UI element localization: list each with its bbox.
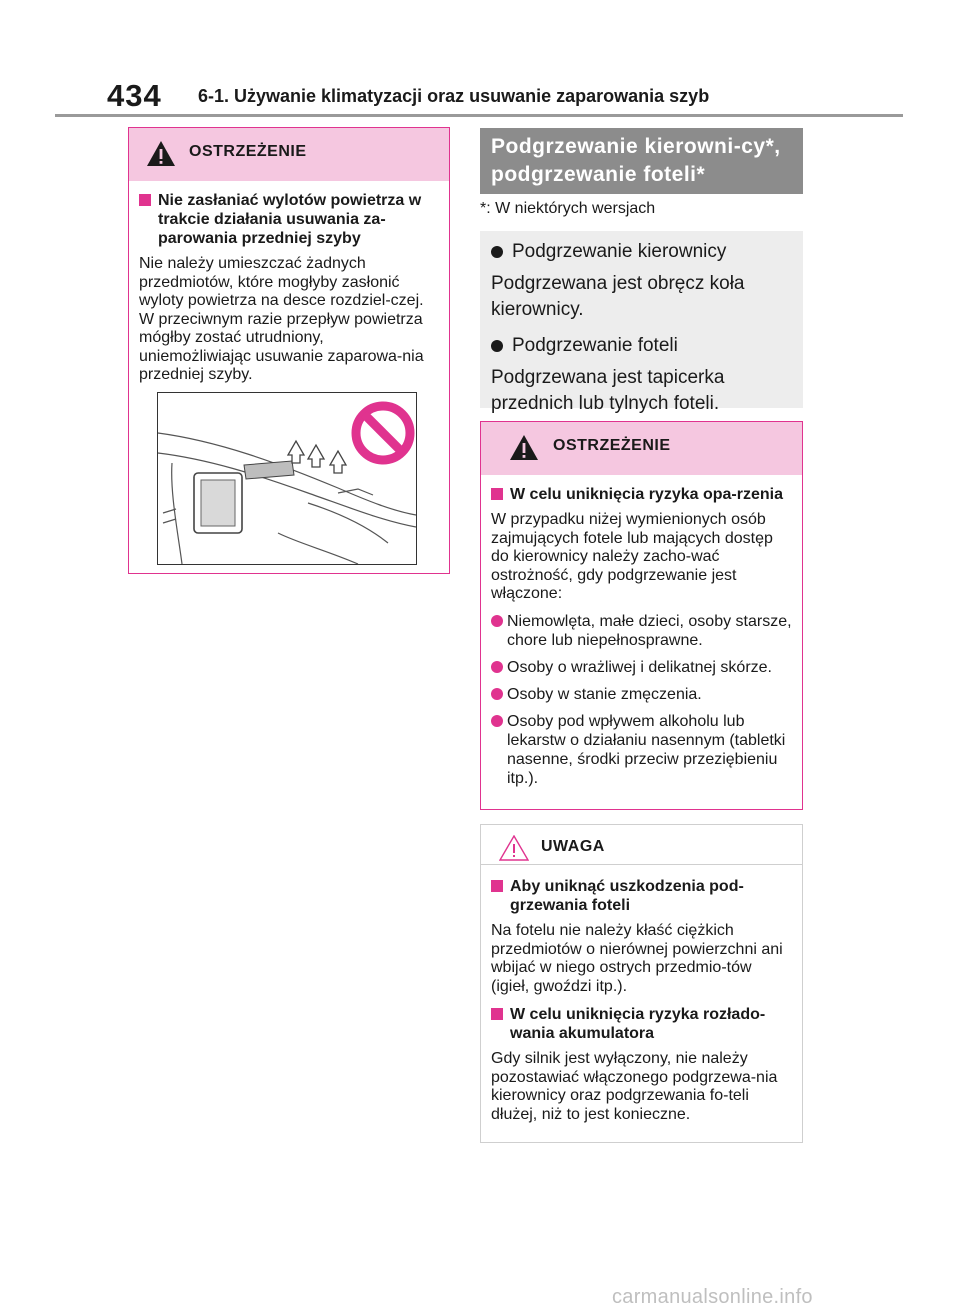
page-header bbox=[0, 0, 960, 116]
square-bullet-icon bbox=[491, 488, 503, 500]
footnote: *: W niektórych wersjach bbox=[480, 200, 656, 217]
warning-text: Nie należy umieszczać żadnych przedmiotów, które mogłyby zasłonić wyloty powietrza na desce rozdziel-czej. W przeciwnym razie przepływ powietrza mógłby zostać utrudniony, uniemożliwiając usuwanie zaparowa-nia przedniej szyby. bbox=[139, 255, 424, 383]
warning-title: OSTRZEŻENIE bbox=[553, 437, 671, 454]
list-item: Osoby w stanie zmęczenia. bbox=[491, 685, 792, 704]
warning-text: W przypadku niżej wymienionych osób zajmujących fotele lub mających dostęp do kierownicy należy zacho-wać ostrożność, gdy podgrzewanie jest włączone: bbox=[491, 511, 773, 602]
bullet-icon bbox=[491, 715, 503, 727]
watermark: carmanualsonline.info bbox=[612, 1286, 813, 1308]
caution-box bbox=[480, 824, 803, 1143]
list-item: Niemowlęta, małe dzieci, osoby starsze, chore lub niepełnosprawne. bbox=[491, 612, 792, 650]
section-heading: Podgrzewanie kierowni-cy*, podgrzewanie foteli* bbox=[480, 128, 803, 194]
header-rule bbox=[55, 114, 903, 117]
dashboard-illustration bbox=[158, 393, 416, 564]
dashboard-vents-illustration bbox=[157, 392, 417, 565]
warning-subheading: W celu uniknięcia ryzyka opa-rzenia bbox=[491, 485, 792, 504]
caution-header bbox=[481, 825, 802, 865]
list-item: Osoby pod wpływem alkoholu lub lekarstw o działaniu nasennym (tabletki nasenne, środki przeciw przeziębieniu itp.). bbox=[491, 712, 792, 788]
caution-text: Gdy silnik jest wyłączony, nie należy pozostawiać włączonego podgrzewa-nia kierownicy oraz podgrzewania fo-teli dłużej, niż to jest konieczne. bbox=[491, 1050, 778, 1123]
bullet-icon bbox=[491, 615, 503, 627]
warning-title: OSTRZEŻENIE bbox=[189, 143, 307, 160]
caution-text: Na fotelu nie należy kłaść ciężkich przedmiotów o nierównej powierzchni ani wbijać w niego ostrych przedmio-tów (igieł, gwoździ itp.). bbox=[491, 922, 783, 995]
feature-description: Podgrzewana jest tapicerka przednich lub tylnych foteli. bbox=[491, 367, 725, 414]
square-bullet-icon bbox=[139, 194, 151, 206]
prohibition-icon bbox=[356, 406, 410, 460]
right-warning-box bbox=[480, 421, 803, 810]
bullet-icon bbox=[491, 688, 503, 700]
bullet-icon bbox=[491, 661, 503, 673]
page-number: 434 bbox=[107, 78, 162, 113]
caution-title: UWAGA bbox=[541, 838, 605, 855]
warning-icon bbox=[146, 140, 176, 167]
feature-item: Podgrzewanie foteli bbox=[491, 335, 792, 357]
caution-subheading: Aby uniknąć uszkodzenia pod-grzewania foteli bbox=[491, 877, 792, 915]
chapter-title: 6-1. Używanie klimatyzacji oraz usuwanie zaparowania szyb bbox=[198, 86, 710, 106]
feature-item: Podgrzewanie kierownicy bbox=[491, 241, 792, 263]
warning-subheading: Nie zasłaniać wylotów powietrza w trakcie działania usuwania za-parowania przedniej szyby bbox=[139, 191, 439, 248]
caution-icon bbox=[499, 835, 529, 861]
warning-icon bbox=[509, 434, 539, 461]
feature-description: Podgrzewana jest obręcz koła kierownicy. bbox=[491, 273, 745, 320]
warning-header bbox=[481, 422, 802, 475]
bullet-icon bbox=[491, 246, 503, 258]
caution-subheading: W celu uniknięcia ryzyka rozłado-wania akumulatora bbox=[491, 1005, 792, 1043]
warning-header bbox=[129, 128, 449, 181]
feature-panel bbox=[480, 231, 803, 414]
list-item: Osoby o wrażliwej i delikatnej skórze. bbox=[491, 658, 792, 677]
bullet-icon bbox=[491, 340, 503, 352]
square-bullet-icon bbox=[491, 880, 503, 892]
square-bullet-icon bbox=[491, 1008, 503, 1020]
